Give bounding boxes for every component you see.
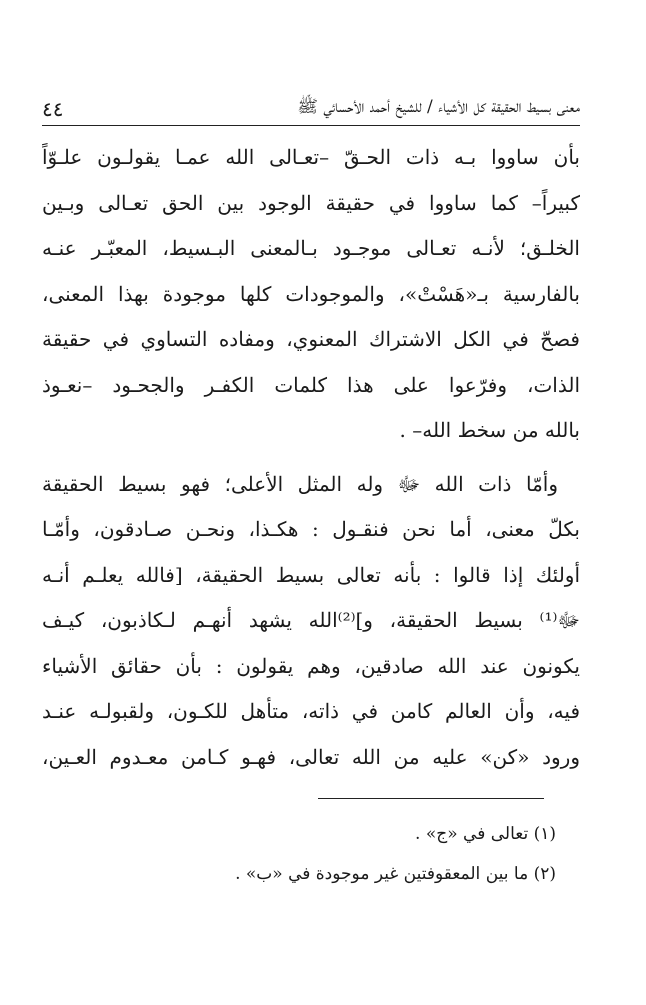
text-line: فصحّ في الكل الاشتراك المعنوي، ومفاده التساوي في حقيقة [42, 327, 580, 351]
text-line: فيه، وأن العالم كامن في ذاته، متأهل للكـون، ولقبولـه عنـد [42, 699, 580, 723]
footnote-item: (٢) ما بين المعقوفتين غير موجودة في «ب» . [235, 864, 556, 884]
text-line: كبيراً– كما ساووا في حقيقة الوجود بين الحق تعـالى وبـين [42, 190, 580, 215]
footnote-separator [318, 798, 544, 799]
text-line: الذات، وفرّعوا على هذا كلمات الكفـر والجحـود –نعـوذ [42, 372, 580, 397]
text-line: بكلّ معنى، أما نحن فنقـول : هكـذا، ونحـن صـادقون، وأمّـا [42, 517, 580, 541]
text-line: ﷻ⁽¹⁾ بسيط الحقيقة، و]⁽²⁾الله يشهد أنهـم لـكاذبون، كيـف [42, 608, 580, 632]
main-text [42, 135, 580, 780]
text-line: بالله من سخط الله– . [399, 418, 580, 442]
page-header [42, 92, 580, 126]
text-line: يكونون عند الله صادقين، وهم يقولون : بأن حقائق الأشياء [42, 653, 580, 678]
text-line: وأمّا ذات الله ﷻ وله المثل الأعلى؛ فهو بسيط الحقيقة [42, 471, 558, 496]
footnotes [42, 814, 556, 894]
text-line: بأن ساووا بـه ذات الحـقّ –تعـالى الله عمـا يقولـون علـوّاً [42, 145, 580, 169]
running-title: معنى بسيط الحقيقة كل الأشياء / للشيخ أحمد الأحسائي ﷺ [297, 97, 580, 117]
paragraph-gap [42, 454, 580, 462]
text-line: أولئك إذا قالوا : بأنه تعالى بسيط الحقيقة، [فالله يعلـم أنـه [42, 562, 580, 587]
text-line: الخلـق؛ لأنـه تعـالى موجـود بـالمعنى البـسيط، المعبّـر عنـه [42, 236, 580, 260]
page-number: ٤٤ [42, 97, 64, 121]
text-line: ورود «كن» عليه من الله تعالى، فهـو كـامن معـدوم العـين، [42, 744, 580, 769]
text-line: بالفارسية بـ«هَسْتْ»، والموجودات كلها موجودة بهذا المعنى، [42, 281, 580, 306]
footnote-item: (١) تعالى في «ج» . [415, 824, 556, 844]
